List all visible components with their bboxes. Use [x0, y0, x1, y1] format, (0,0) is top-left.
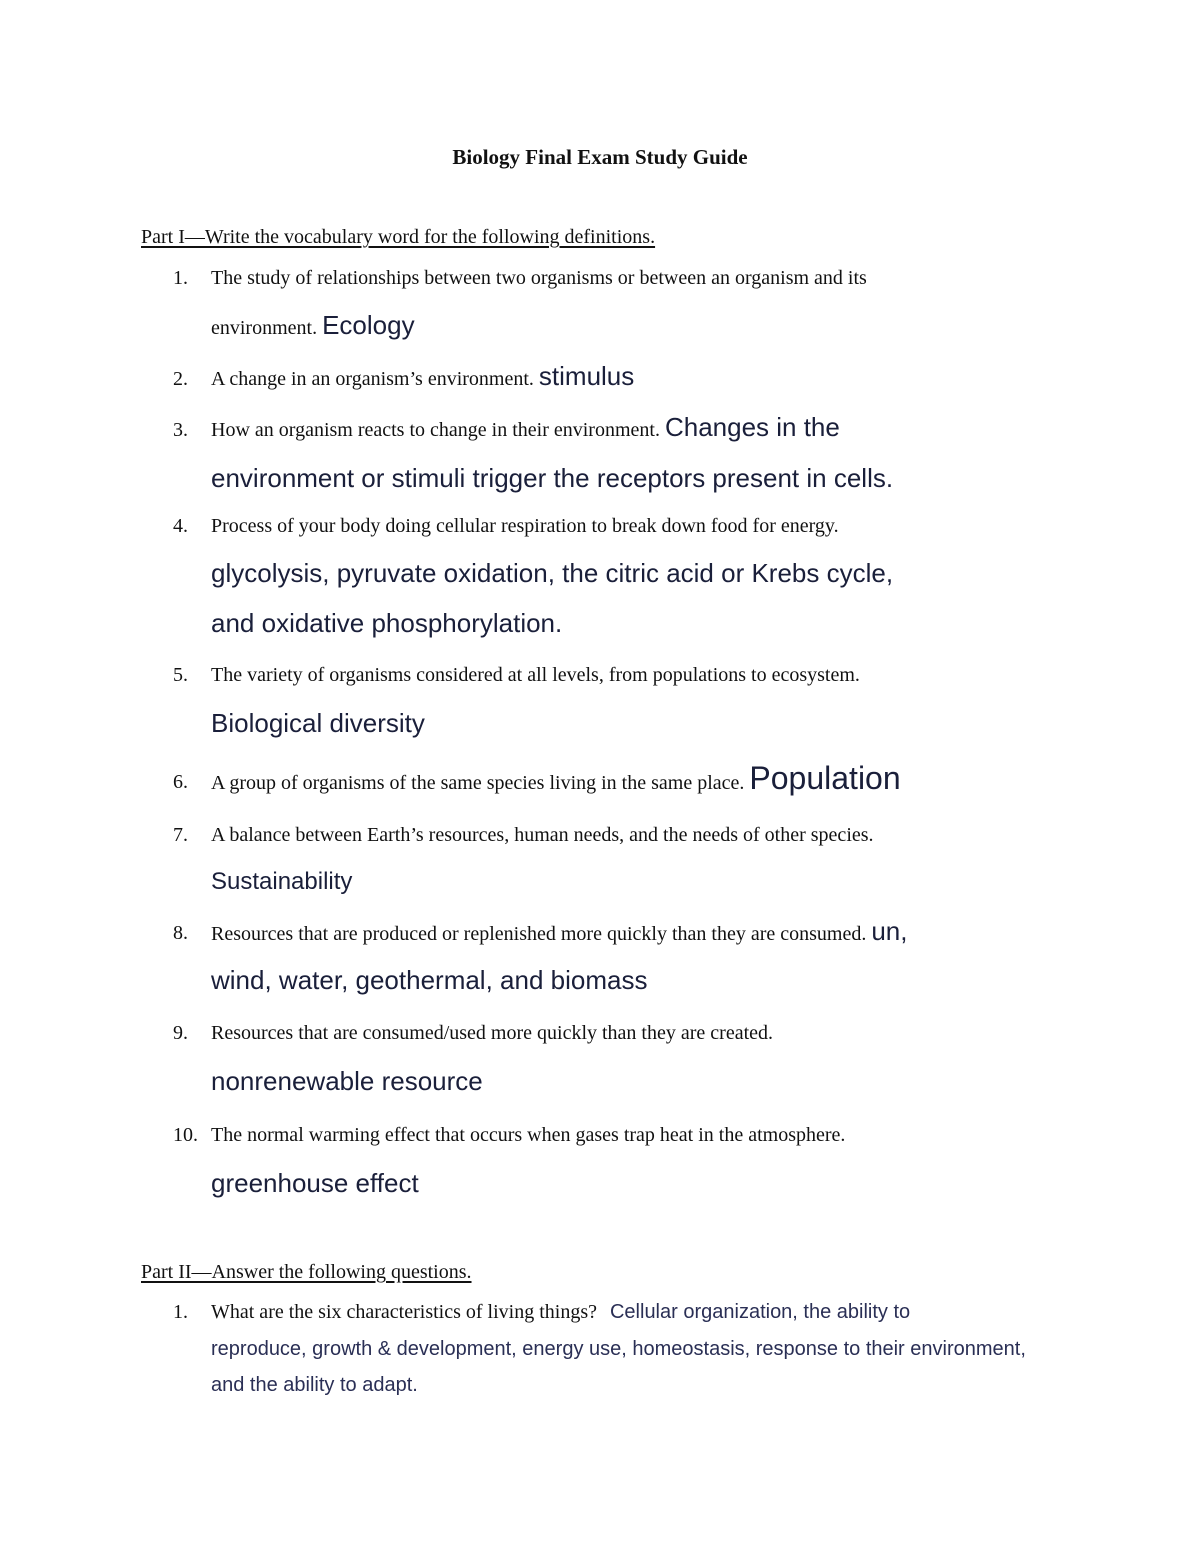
answer-text: Changes in the	[664, 412, 840, 442]
answer-text: greenhouse effect	[211, 1168, 419, 1198]
item-number: 10.	[173, 1124, 198, 1146]
page-title: Biology Final Exam Study Guide	[452, 145, 748, 169]
question-text: Resources that are produced or replenished more quickly than they are consumed.	[211, 923, 867, 945]
answer-text: nonrenewable resource	[211, 1066, 483, 1096]
question-text: The normal warming effect that occurs when gases trap heat in the atmosphere.	[211, 1124, 846, 1146]
item-number: 7.	[173, 824, 188, 846]
answer-text: environment or stimuli trigger the receptors present in cells.	[211, 463, 894, 493]
question-text: The variety of organisms considered at all levels, from populations to ecosystem.	[211, 664, 860, 686]
part-2-heading: Part II—Answer the following questions.	[141, 1261, 472, 1283]
question-text: environment.	[211, 317, 318, 339]
answer-text: Sustainability	[211, 868, 353, 895]
answer-text: Population	[749, 760, 901, 796]
part-1-heading: Part I—Write the vocabulary word for the following definitions.	[141, 226, 656, 248]
answer-text: and the ability to adapt.	[211, 1374, 418, 1396]
question-text: Resources that are consumed/used more quickly than they are created.	[211, 1022, 774, 1044]
question-text: A change in an organism’s environment.	[211, 368, 534, 390]
question-text: The study of relationships between two organisms or between an organism and its	[211, 267, 867, 289]
answer-text: stimulus	[538, 361, 635, 391]
answer-text: Ecology	[322, 310, 415, 340]
question-text: Process of your body doing cellular respiration to break down food for energy.	[211, 515, 839, 537]
item-number: 3.	[173, 419, 188, 441]
question-text: A balance between Earth’s resources, human needs, and the needs of other species.	[211, 824, 874, 846]
item-number: 1.	[173, 267, 188, 289]
question-text: A group of organisms of the same species living in the same place.	[211, 772, 745, 794]
answer-text: and oxidative phosphorylation.	[211, 608, 563, 638]
answer-text: Cellular organization, the ability to	[609, 1301, 911, 1323]
item-number: 1.	[173, 1301, 188, 1323]
item-number: 9.	[173, 1022, 188, 1044]
question-text: What are the six characteristics of living things?	[211, 1301, 597, 1323]
answer-text: un,	[871, 916, 908, 946]
item-number: 6.	[173, 771, 188, 793]
answer-text: glycolysis, pyruvate oxidation, the citric acid or Krebs cycle,	[211, 558, 894, 588]
answer-text: Biological diversity	[211, 708, 425, 738]
answer-text: wind, water, geothermal, and biomass	[211, 965, 648, 995]
answer-text: reproduce, growth & development, energy use, homeostasis, response to their environment,	[211, 1338, 1026, 1360]
question-text: How an organism reacts to change in their environment.	[211, 419, 660, 441]
item-number: 2.	[173, 368, 188, 390]
item-number: 4.	[173, 515, 188, 537]
item-number: 5.	[173, 664, 188, 686]
item-number: 8.	[173, 922, 188, 944]
